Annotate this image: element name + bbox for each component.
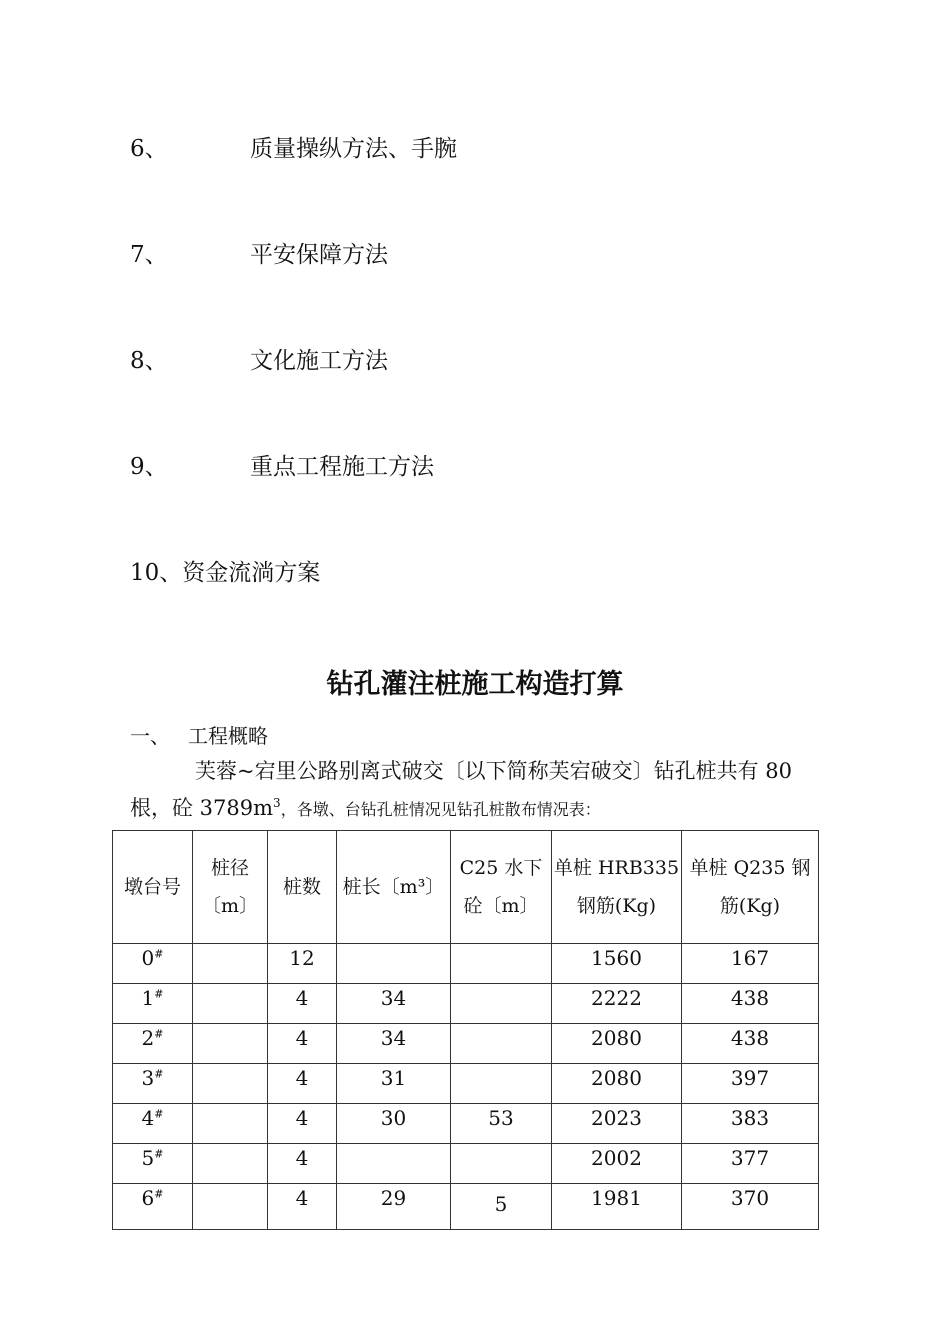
- toc-number: 10、: [130, 560, 183, 586]
- q235-cell: 397: [682, 1064, 819, 1104]
- table-row: [113, 1184, 819, 1230]
- pier-id-cell: [113, 1024, 193, 1064]
- concrete-cell: [451, 1144, 552, 1184]
- pier-id-sup: #: [154, 987, 164, 1001]
- concrete-cell: 53: [451, 1104, 552, 1144]
- length-cell: 30: [337, 1104, 451, 1144]
- pier-id-sup: #: [154, 1187, 164, 1201]
- diameter-cell: [193, 1024, 268, 1064]
- concrete-cell: 5: [451, 1184, 552, 1230]
- hrb-cell: 1560: [552, 944, 682, 984]
- q235-cell: 383: [682, 1104, 819, 1144]
- q235-cell: 438: [682, 1024, 819, 1064]
- toc-text: 平安保障方法: [250, 242, 388, 268]
- hrb-cell: 2023: [552, 1104, 682, 1144]
- pier-id-cell: [113, 1184, 193, 1230]
- toc-item: [130, 452, 434, 482]
- diameter-cell: [193, 1104, 268, 1144]
- table-row: [113, 1104, 819, 1144]
- count-cell: 4: [268, 1064, 337, 1104]
- toc-text: 质量操纵方法、手腕: [250, 136, 457, 162]
- pier-id-sup: #: [154, 1027, 164, 1041]
- page-title: 钻孔灌注桩施工构造打算: [326, 669, 624, 700]
- paragraph-line-2-start: 根，砼 3789m: [130, 796, 274, 820]
- pier-id: 0: [141, 946, 155, 970]
- count-cell: 12: [268, 944, 337, 984]
- header-cell: 墩台号: [113, 831, 193, 944]
- pier-id: 6: [141, 1186, 155, 1210]
- header-cell: 单桩 HRB335 钢筋(Kg): [552, 831, 682, 944]
- diameter-cell: [193, 1184, 268, 1230]
- count-cell: 4: [268, 1024, 337, 1064]
- section-text: 工程概略: [188, 724, 268, 748]
- count-cell: 4: [268, 1184, 337, 1230]
- concrete-cell: [451, 984, 552, 1024]
- length-cell: [337, 944, 451, 984]
- toc-number: 6、: [130, 136, 168, 162]
- q235-cell: 438: [682, 984, 819, 1024]
- header-cell: C25 水下砼〔m〕: [451, 831, 552, 944]
- pier-id: 2: [141, 1026, 155, 1050]
- table-header-row: [113, 831, 819, 944]
- toc-text: 资金流淌方案: [182, 560, 321, 586]
- diameter-cell: [193, 984, 268, 1024]
- header-cell: 桩长〔m³〕: [337, 831, 451, 944]
- header-cell: 桩数: [268, 831, 337, 944]
- length-cell: 34: [337, 1024, 451, 1064]
- table-row: [113, 1064, 819, 1104]
- hrb-cell: 2080: [552, 1064, 682, 1104]
- toc-number: 9、: [130, 454, 168, 480]
- pier-id-sup: #: [154, 1107, 164, 1121]
- diameter-cell: [193, 944, 268, 984]
- count-cell: 4: [268, 1104, 337, 1144]
- hrb-cell: 2080: [552, 1024, 682, 1064]
- length-cell: 34: [337, 984, 451, 1024]
- superscript: 3: [273, 796, 281, 810]
- concrete-cell: [451, 944, 552, 984]
- pier-id-sup: #: [154, 947, 164, 961]
- pier-id-sup: #: [154, 1147, 164, 1161]
- pier-id-cell: [113, 944, 193, 984]
- pier-id-cell: [113, 1144, 193, 1184]
- pier-id: 1: [141, 986, 155, 1010]
- header-cell: 桩径〔m〕: [193, 831, 268, 944]
- toc-text: 文化施工方法: [250, 348, 388, 374]
- paragraph-line-1: 芙蓉~宕里公路别离式破交〔以下简称芙宕破交〕钻孔桩共有 80: [195, 759, 792, 783]
- q235-cell: 377: [682, 1144, 819, 1184]
- paragraph-line-2-end: ，各墩、台钻孔桩情况见钻孔桩散布情况表：: [280, 800, 601, 819]
- toc-text: 重点工程施工方法: [250, 454, 434, 480]
- pier-id: 4: [141, 1106, 155, 1130]
- table-row: [113, 984, 819, 1024]
- concrete-cell: [451, 1064, 552, 1104]
- count-cell: 4: [268, 1144, 337, 1184]
- table-row: [113, 1024, 819, 1064]
- toc-number: 7、: [130, 242, 168, 268]
- toc-item: [130, 346, 388, 376]
- table-row: [113, 944, 819, 984]
- count-cell: 4: [268, 984, 337, 1024]
- section-number: 一、: [130, 724, 170, 748]
- pile-table: [112, 830, 819, 1230]
- concrete-cell: [451, 1024, 552, 1064]
- toc-item: [130, 558, 320, 588]
- diameter-cell: [193, 1144, 268, 1184]
- hrb-cell: 2222: [552, 984, 682, 1024]
- length-cell: 29: [337, 1184, 451, 1230]
- q235-cell: 370: [682, 1184, 819, 1230]
- pier-id-cell: [113, 984, 193, 1024]
- hrb-cell: 2002: [552, 1144, 682, 1184]
- pier-id: 5: [141, 1146, 155, 1170]
- diameter-cell: [193, 1064, 268, 1104]
- hrb-cell: 1981: [552, 1184, 682, 1230]
- pier-id: 3: [141, 1066, 155, 1090]
- paragraph-line-2: [130, 792, 601, 822]
- length-cell: [337, 1144, 451, 1184]
- pier-id-cell: [113, 1104, 193, 1144]
- pier-id-sup: #: [154, 1067, 164, 1081]
- toc-item: [130, 134, 457, 164]
- q235-cell: 167: [682, 944, 819, 984]
- header-cell: 单桩 Q235 钢筋(Kg): [682, 831, 819, 944]
- toc-number: 8、: [130, 348, 168, 374]
- pier-id-cell: [113, 1064, 193, 1104]
- section-heading: [130, 720, 268, 749]
- toc-item: [130, 240, 388, 270]
- table-row: [113, 1144, 819, 1184]
- length-cell: 31: [337, 1064, 451, 1104]
